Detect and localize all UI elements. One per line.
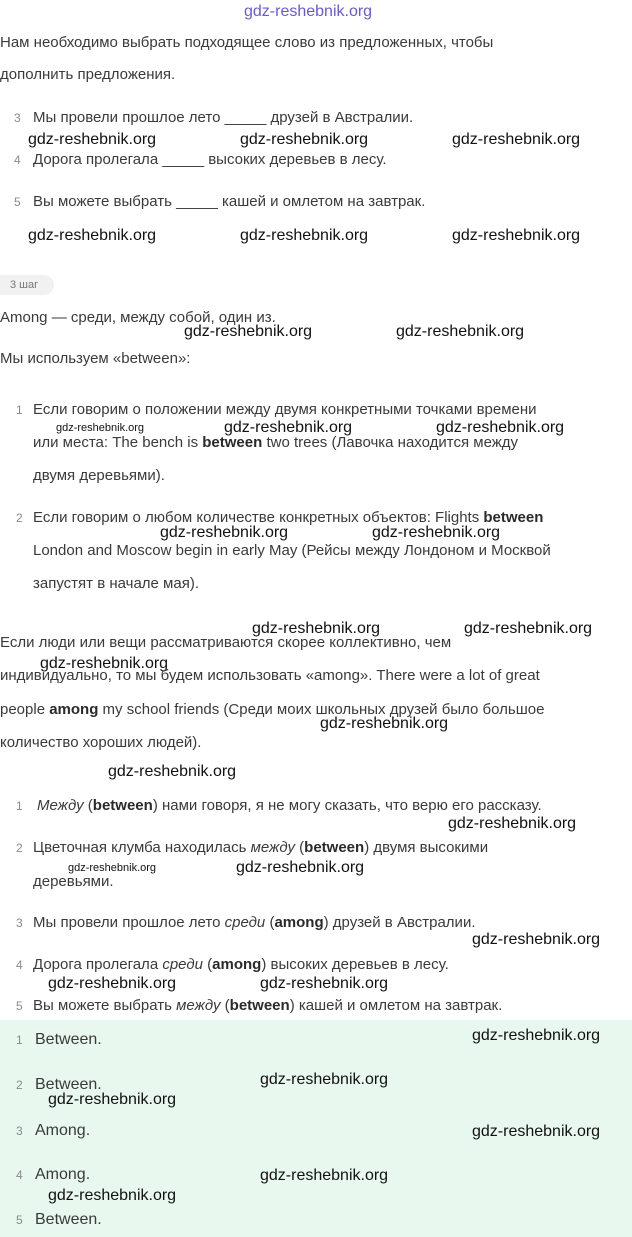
solution-number: 5 [16, 999, 23, 1013]
answer-text: Among. [35, 1122, 91, 1139]
rule-line: или места: The bench is between two trees (Лавочка находится между [33, 434, 519, 451]
watermark: gdz-reshebnik.org [472, 931, 601, 948]
answer-number: 3 [16, 1124, 23, 1138]
watermark: gdz-reshebnik.org [320, 715, 449, 732]
watermark: gdz-reshebnik.org [160, 524, 289, 541]
solution-number: 3 [16, 916, 23, 930]
watermark: gdz-reshebnik.org [260, 1071, 389, 1088]
question-number: 4 [14, 153, 21, 167]
watermark: gdz-reshebnik.org [28, 131, 157, 148]
solution-line: Цветочная клумба находилась между (between) двумя высокими [33, 839, 489, 856]
watermark-top: gdz-reshebnik.org [244, 3, 373, 20]
question-text: Дорога пролегала _____ высоких деревьев в лесу. [33, 151, 387, 168]
answer-number: 1 [16, 1033, 23, 1047]
rule-line: London and Moscow begin in early May (Рейсы между Лондоном и Москвой [33, 542, 551, 559]
among-definition: Among — среди, между собой, один из. [0, 309, 276, 326]
solution-number: 1 [16, 799, 23, 813]
watermark: gdz-reshebnik.org [48, 1187, 177, 1204]
answer-number: 2 [16, 1078, 23, 1092]
answer-text: Among. [35, 1166, 91, 1183]
collective-line: количество хороших людей). [0, 734, 202, 751]
watermark: gdz-reshebnik.org [56, 422, 145, 434]
watermark: gdz-reshebnik.org [472, 1123, 601, 1140]
intro-line-1: Нам необходимо выбрать подходящее слово из предложенных, чтобы [0, 34, 494, 51]
watermark: gdz-reshebnik.org [48, 975, 177, 992]
solution-line: Мы провели прошлое лето среди (among) друзей в Австралии. [33, 914, 476, 931]
solution-number: 4 [16, 958, 23, 972]
watermark: gdz-reshebnik.org [48, 1091, 177, 1108]
watermark: gdz-reshebnik.org [260, 975, 389, 992]
watermark: gdz-reshebnik.org [240, 131, 369, 148]
answer-text: Between. [35, 1031, 102, 1048]
watermark: gdz-reshebnik.org [240, 227, 369, 244]
watermark: gdz-reshebnik.org [452, 227, 581, 244]
collective-line: Если люди или вещи рассматриваются скорее коллективно, чем [0, 634, 452, 651]
rule-number: 1 [16, 403, 23, 417]
watermark: gdz-reshebnik.org [436, 419, 565, 436]
rule-number: 2 [16, 511, 23, 525]
collective-line: people among my school friends (Среди моих школьных друзей было большое [0, 701, 545, 718]
solution-line: Вы можете выбрать между (between) кашей и омлетом на завтрак. [33, 997, 503, 1014]
question-text: Вы можете выбрать _____ кашей и омлетом на завтрак. [33, 193, 426, 210]
watermark: gdz-reshebnik.org [472, 1027, 601, 1044]
solution-number: 2 [16, 841, 23, 855]
rule-line: Если говорим о любом количестве конкретных объектов: Flights between [33, 509, 544, 526]
answer-number: 4 [16, 1168, 23, 1182]
watermark: gdz-reshebnik.org [252, 620, 381, 637]
step-badge: 3 шаг [0, 275, 54, 295]
watermark: gdz-reshebnik.org [236, 859, 365, 876]
watermark: gdz-reshebnik.org [28, 227, 157, 244]
watermark: gdz-reshebnik.org [452, 131, 581, 148]
watermark: gdz-reshebnik.org [184, 323, 313, 340]
watermark: gdz-reshebnik.org [396, 323, 525, 340]
question-text: Мы провели прошлое лето _____ друзей в Австралии. [33, 109, 414, 126]
watermark: gdz-reshebnik.org [40, 655, 169, 672]
watermark: gdz-reshebnik.org [224, 419, 353, 436]
answer-text: Between. [35, 1211, 102, 1228]
watermark: gdz-reshebnik.org [108, 763, 237, 780]
watermark: gdz-reshebnik.org [448, 815, 577, 832]
rule-line: запустят в начале мая). [33, 575, 199, 592]
watermark: gdz-reshebnik.org [372, 524, 501, 541]
question-number: 3 [14, 111, 21, 125]
question-number: 5 [14, 195, 21, 209]
solution-line: деревьями. [33, 873, 114, 890]
rule-line: Если говорим о положении между двумя конкретными точками времени [33, 401, 537, 418]
solution-line: Дорога пролегала среди (among) высоких деревьев в лесу. [33, 956, 449, 973]
answer-text: Between. [35, 1076, 102, 1093]
answer-number: 5 [16, 1213, 23, 1227]
intro-line-2: дополнить предложения. [0, 66, 176, 83]
between-intro: Мы используем «between»: [0, 350, 191, 367]
watermark: gdz-reshebnik.org [464, 620, 593, 637]
watermark: gdz-reshebnik.org [260, 1167, 389, 1184]
rule-line: двумя деревьями). [33, 467, 165, 484]
watermark: gdz-reshebnik.org [68, 862, 157, 874]
collective-line: индивидуально, то мы будем использовать «among». There were a lot of great [0, 667, 540, 684]
solution-line: Между (between) нами говоря, я не могу сказать, что верю его рассказу. [37, 797, 542, 814]
